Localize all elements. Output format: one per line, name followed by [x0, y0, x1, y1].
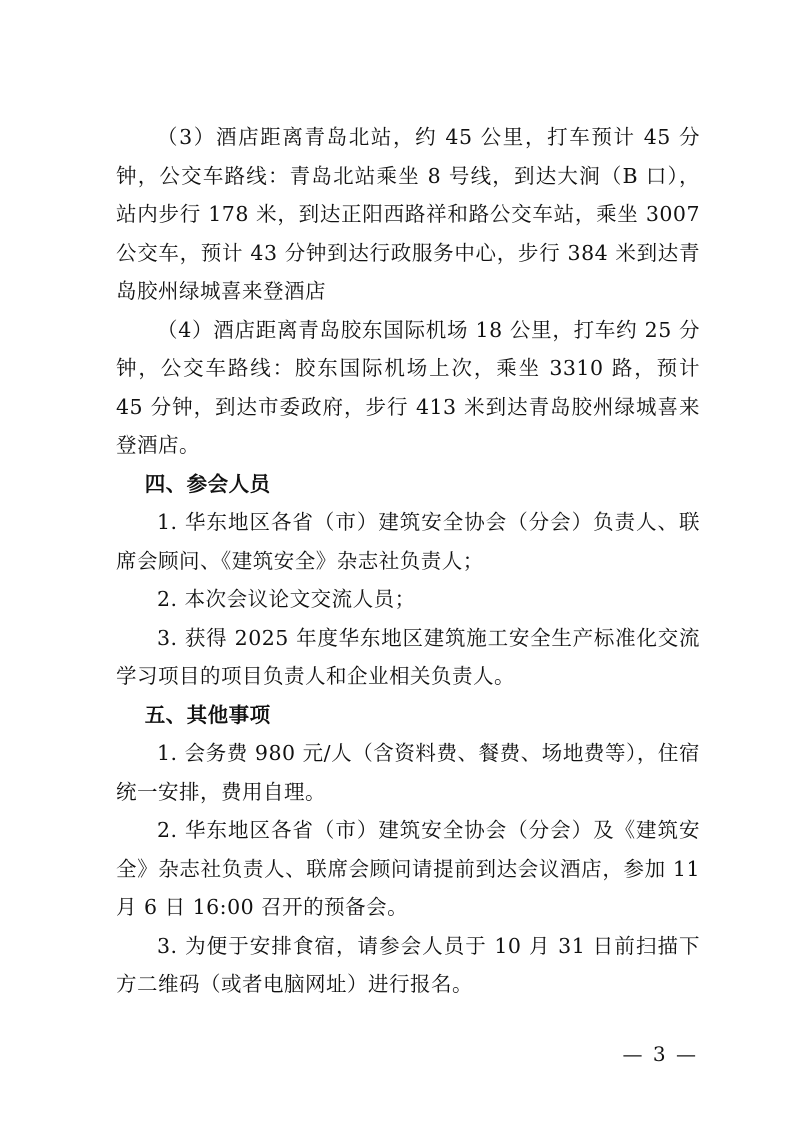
page-number: — 3 — [622, 1042, 698, 1066]
attendee-item-1: 1. 华东地区各省（市）建筑安全协会（分会）负责人、联席会顾问、《建筑安全》杂志社负责人； [116, 510, 700, 573]
attendee-item-2: 2. 本次会议论文交流人员； [157, 587, 416, 611]
route-north-station: （3）酒店距离青岛北站，约 45 公里，打车预计 45 分钟，公交车路线：青岛北站乘坐 8 号线，到达大涧（B 口），站内步行 178 米，到达正阳西路祥和路公交车站，乘坐 3007 公交车，预计 43 分钟到达行政服务中心，步行 384 米到达青岛胶州绿城喜来登酒店 [116, 125, 700, 303]
other-item-1: 1. 会务费 980 元/人（含资料费、餐费、场地费等），住宿统一安排，费用自理。 [116, 741, 700, 804]
section-five-heading: 五、其他事项 [144, 702, 271, 727]
other-item-2: 2. 华东地区各省（市）建筑安全协会（分会）及《建筑安全》杂志社负责人、联席会顾问请提前到达会议酒店，参加 11 月 6 日 16:00 召开的预备会。 [116, 818, 700, 919]
other-item-3: 3. 为便于安排食宿，请参会人员于 10 月 31 日前扫描下方二维码（或者电脑网址）进行报名。 [116, 933, 700, 996]
section-four-heading: 四、参会人员 [144, 471, 271, 496]
attendee-item-3: 3. 获得 2025 年度华东地区建筑施工安全生产标准化交流学习项目的项目负责人和企业相关负责人。 [116, 625, 700, 688]
route-airport: （4）酒店距离青岛胶东国际机场 18 公里，打车约 25 分钟，公交车路线：胶东国际机场上次，乘坐 3310 路，预计 45 分钟，到达市委政府，步行 413 米到达青岛胶州绿城喜来登酒店。 [116, 317, 700, 457]
document-body [116, 118, 700, 1004]
